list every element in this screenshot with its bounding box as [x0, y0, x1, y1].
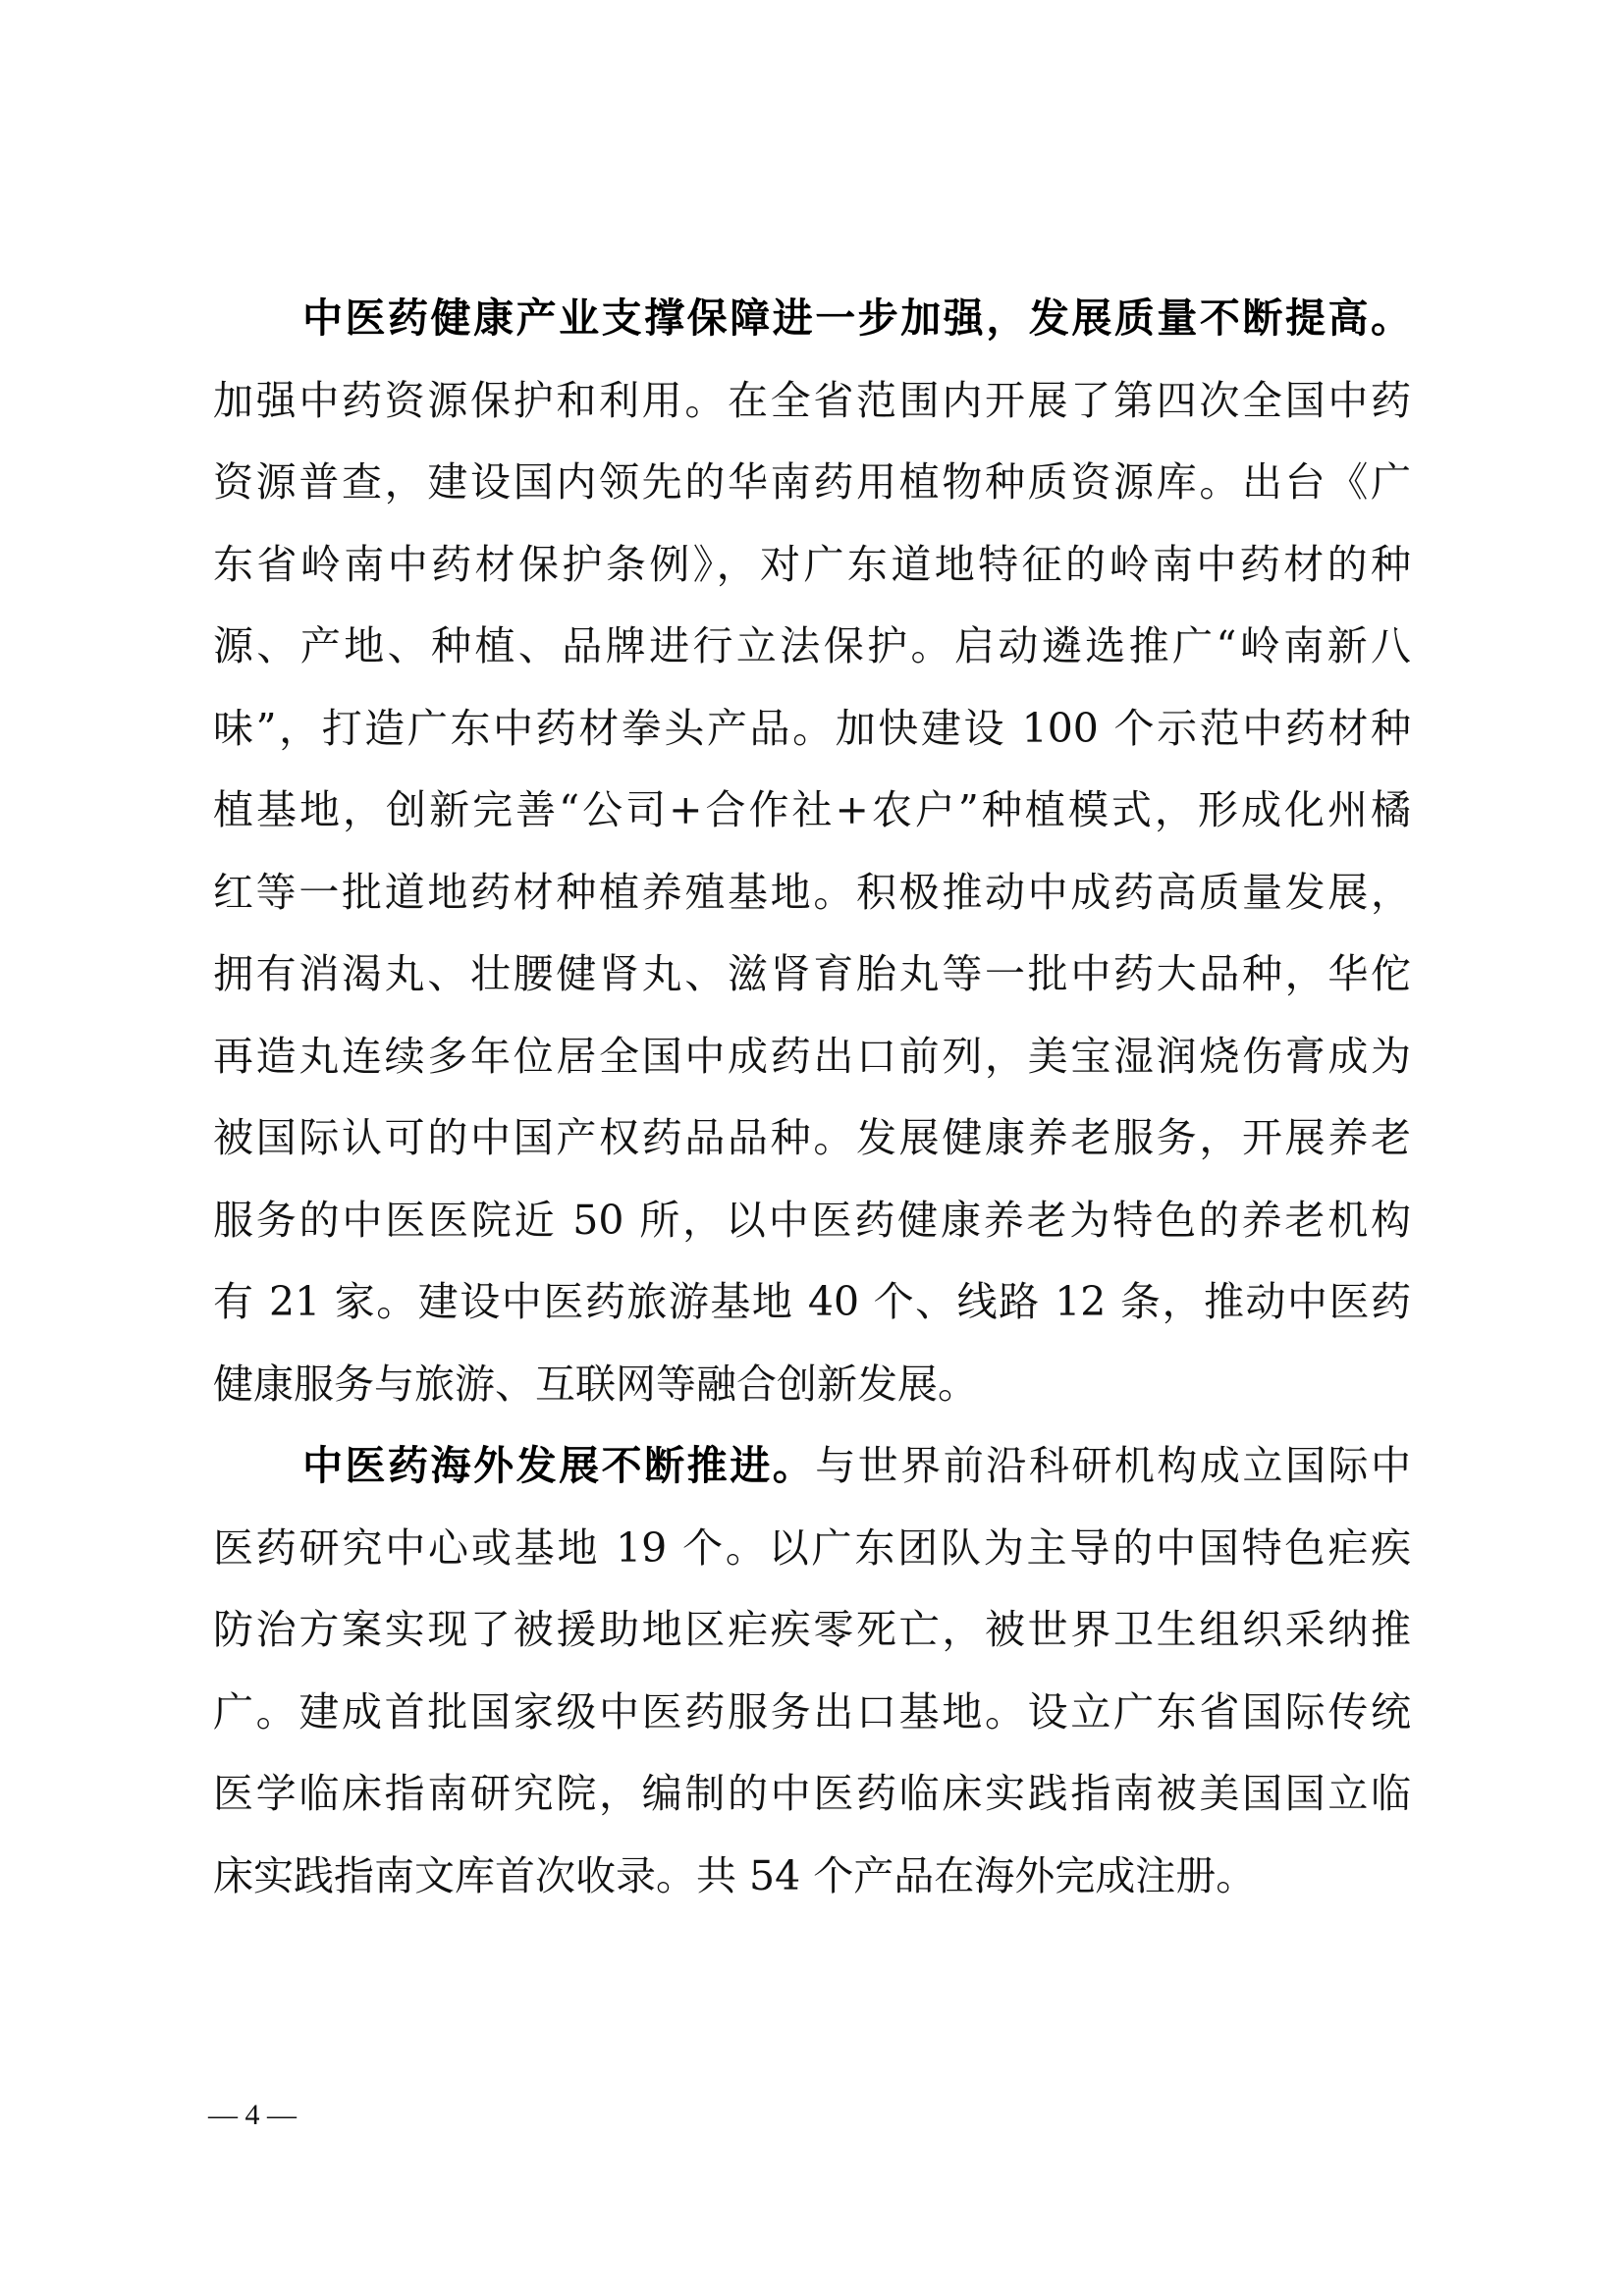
paragraph-2-line-4: 医学临床指南研究院，编制的中医药临床实践指南被美国国立临: [213, 1770, 1411, 1817]
paragraph-1-line-1: 加强中药资源保护和利用。在全省范围内开展了第四次全国中药: [213, 377, 1411, 424]
paragraph-2-line-3: 广。建成首批国家级中医药服务出口基地。设立广东省国际传统: [213, 1688, 1411, 1735]
paragraph-1-line-11: 服务的中医医院近 50 所，以中医药健康养老为特色的养老机构: [213, 1197, 1411, 1244]
paragraph-1-line-10: 被国际认可的中国产权药品品种。发展健康养老服务，开展养老: [213, 1114, 1411, 1161]
paragraph-1-line-5: 味”，打造广东中药材拳头产品。加快建设 100 个示范中药材种: [213, 705, 1411, 752]
paragraph-1-line-7: 红等一批道地药材种植养殖基地。积极推动中成药高质量发展，: [213, 869, 1411, 916]
paragraph-1-line-8: 拥有消渴丸、壮腰健肾丸、滋肾育胎丸等一批中药大品种，华佗: [213, 950, 1411, 997]
paragraph-1-line-12: 有 21 家。建设中医药旅游基地 40 个、线路 12 条，推动中医药: [213, 1278, 1411, 1325]
paragraph-2-line-5: 床实践指南文库首次收录。共 54 个产品在海外完成注册。: [213, 1852, 1257, 1899]
paragraph-1-heading: 中医药健康产业支撑保障进一步加强，发展质量不断提高。: [302, 294, 1411, 342]
paragraph-2-line-2: 防治方案实现了被援助地区疟疾零死亡，被世界卫生组织采纳推: [213, 1606, 1411, 1653]
paragraph-1-line-2: 资源普查，建设国内领先的华南药用植物种质资源库。出台《广: [213, 458, 1411, 506]
page-number: — 4 —: [208, 2099, 297, 2131]
paragraph-1-line-4: 源、产地、种植、品牌进行立法保护。启动遴选推广“岭南新八: [213, 622, 1411, 669]
paragraph-1-line-9: 再造丸连续多年位居全国中成药出口前列，美宝湿润烧伤膏成为: [213, 1033, 1411, 1080]
paragraph-2-first-line: [302, 1443, 1411, 1488]
paragraph-2-heading-tail: 与世界前沿科研机构成立国际中: [815, 1442, 1412, 1489]
paragraph-1-line-3: 东省岭南中药材保护条例》，对广东道地特征的岭南中药材的种: [213, 541, 1411, 588]
paragraph-2-heading: 中医药海外发展不断推进。: [302, 1442, 816, 1489]
paragraph-2-line-1: 医药研究中心或基地 19 个。以广东团队为主导的中国特色疟疾: [213, 1524, 1411, 1572]
paragraph-1-line-6: 植基地，创新完善“公司+合作社+农户”种植模式，形成化州橘: [213, 786, 1411, 833]
paragraph-1-line-13: 健康服务与旅游、互联网等融合创新发展。: [213, 1361, 978, 1408]
